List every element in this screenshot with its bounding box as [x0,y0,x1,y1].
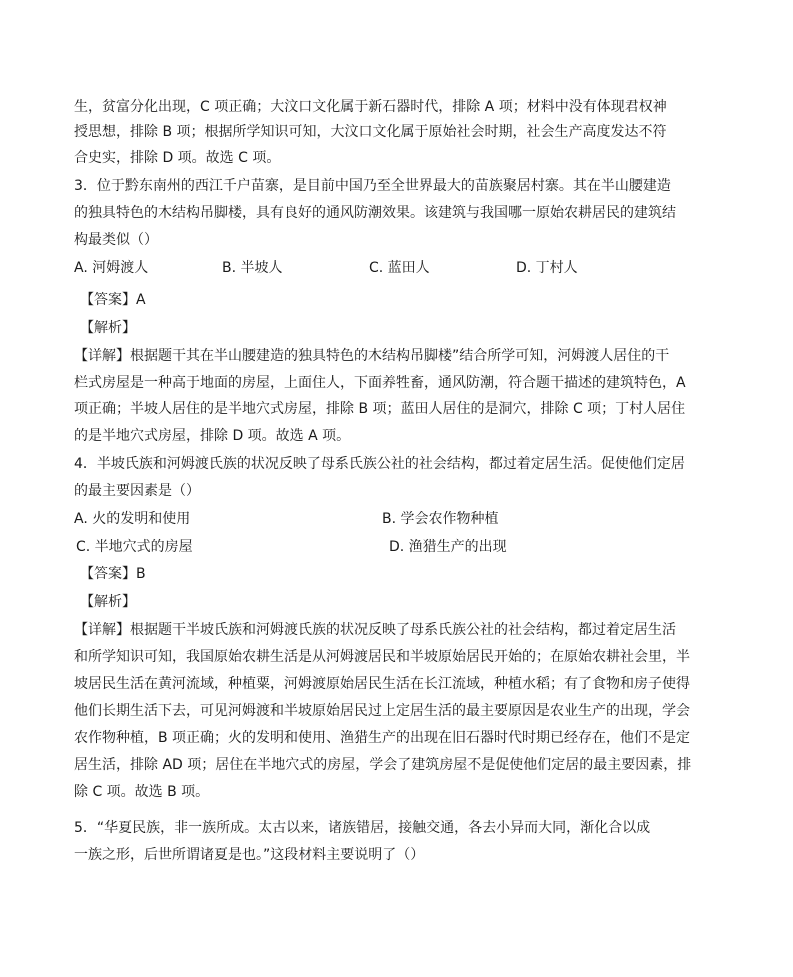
q4-detail-line-7: 除 C 项。故选 B 项。 [74,784,210,800]
q3-option-a: A. 河姆渡人 [74,260,149,276]
q3-option-d: D. 丁村人 [516,260,578,276]
intro-line-1: 生，贫富分化出现，C 项正确；大汶口文化属于新石器时代，排除 A 项；材料中没有体现君权神 [74,99,667,115]
q3-stem-line-2: 的独具特色的木结构吊脚楼，具有良好的通风防潮效果。该建筑与我国哪一原始农耕居民的建筑结 [74,205,676,221]
q3-detail-line-3: 项正确；半坡人居住的是半地穴式房屋，排除 B 项；蓝田人居住的是洞穴，排除 C 项；丁村人居住 [74,401,686,417]
q4-detail-line-5: 农作物种植，B 项正确；火的发明和使用、渔猎生产的出现在旧石器时代时期已经存在，他们不是定 [74,730,691,746]
q5-stem-line-2: 一族之形，后世所谓诸夏是也。”这段材料主要说明了（） [74,847,425,863]
q3-stem-line-1: 3．位于黔东南州的西江千户苗寨，是目前中国乃至全世界最大的苗族聚居村寨。其在半山腰建造 [74,178,671,194]
q4-detail-line-4: 他们长期生活下去，可见河姆渡和半坡原始居民过上定居生活的最主要原因是农业生产的出现，学会 [74,703,690,719]
q3-analysis-heading: 【解析】 [80,320,136,336]
q4-option-a: A. 火的发明和使用 [74,511,191,527]
q4-answer: 【答案】B [80,566,146,582]
q3-option-b: B. 半坡人 [222,260,283,276]
q4-detail-line-6: 居生活，排除 AD 项；居住在半地穴式的房屋，学会了建筑房屋不是促使他们定居的最主要因素，排 [74,757,692,773]
q3-option-c: C. 蓝田人 [369,260,430,276]
q5-stem-line-1: 5．“华夏民族，非一族所成。太古以来，诸族错居，接触交通，各去小异而大同，渐化合以成 [74,820,651,836]
q3-answer: 【答案】A [80,292,146,308]
q4-analysis-heading: 【解析】 [80,594,136,610]
q3-stem-line-3: 构最类似（） [74,232,158,248]
q4-detail-line-2: 和所学知识可知，我国原始农耕生活是从河姆渡居民和半坡原始居民开始的；在原始农耕社会里，半 [74,649,690,665]
q4-option-b: B. 学会农作物种植 [382,511,499,527]
q4-stem-line-1: 4．半坡氏族和河姆渡氏族的状况反映了母系氏族公社的社会结构，都过着定居生活。促使他们定居 [74,456,685,472]
q3-detail-line-2: 栏式房屋是一种高于地面的房屋，上面住人，下面养牲畜，通风防潮，符合题干描述的建筑特色，A [74,375,686,391]
intro-line-3: 合史实，排除 D 项。故选 C 项。 [74,150,281,166]
q3-detail-line-1: 【详解】根据题干其在半山腰建造的独具特色的木结构吊脚楼”结合所学可知，河姆渡人居住的干 [74,348,670,364]
intro-line-2: 授思想，排除 B 项；根据所学知识可知，大汶口文化属于原始社会时期，社会生产高度发达不符 [74,124,667,140]
q4-option-c: C. 半地穴式的房屋 [76,539,193,555]
q4-option-d: D. 渔猎生产的出现 [389,539,507,555]
q4-stem-line-2: 的最主要因素是（） [74,483,200,499]
q4-detail-line-3: 坡居民生活在黄河流域，种植粟，河姆渡原始居民生活在长江流域，种植水稻；有了食物和房子使得 [74,676,690,692]
q4-detail-line-1: 【详解】根据题干半坡氏族和河姆渡氏族的状况反映了母系氏族公社的社会结构，都过着定居生活 [74,622,676,638]
q3-detail-line-4: 的是半地穴式房屋，排除 D 项。故选 A 项。 [74,428,351,444]
